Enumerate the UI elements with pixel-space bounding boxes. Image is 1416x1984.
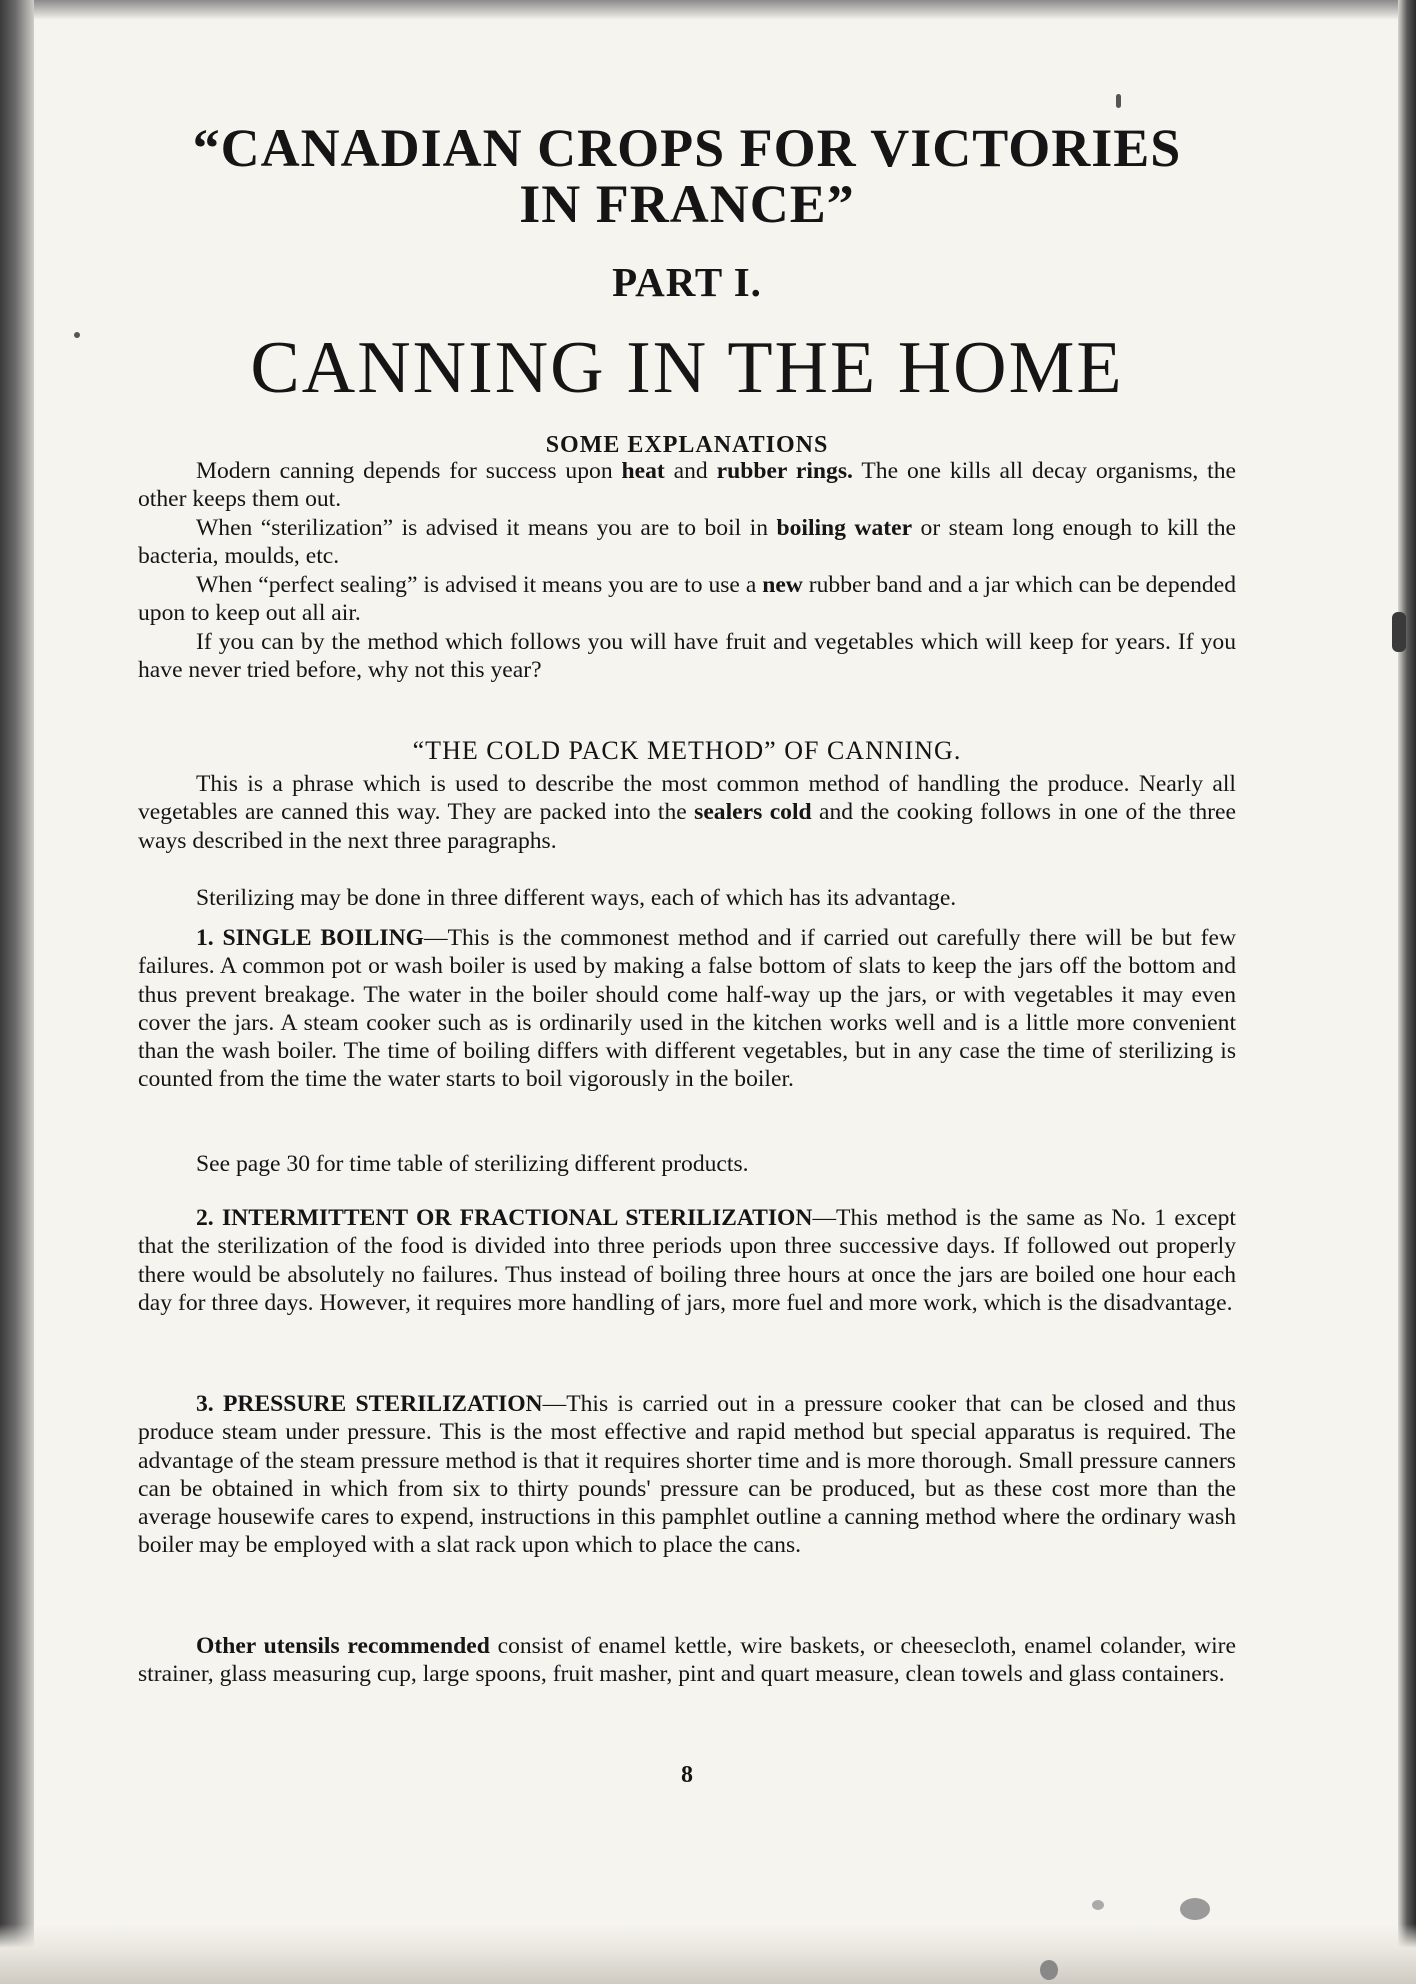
page-number: 8 bbox=[681, 1762, 693, 1788]
scan-speck bbox=[1116, 94, 1121, 108]
title-line-1: “CANADIAN CROPS FOR VICTORIES bbox=[192, 118, 1182, 178]
section-heading-cold-pack: “THE COLD PACK METHOD” OF CANNING. bbox=[412, 736, 962, 765]
paragraph-single-boiling: 1. SINGLE BOILING—This is the commonest method and if carried out carefully there will be but few failures. A common pot or wash boiler is used by making a false bottom of slats to keep the jars off the bottom and thus prevent breakage. The water in the boiler should come half-way up the jars, or with vegetables it may even cover the jars. A steam cooker such as is ordinarily used in the kitchen works well and is a little more convenient than the wash boiler. The time of boiling differs with different vegetables, but in any case the time of sterilizing is counted from the time the water starts to boil vigorously in the boiler. bbox=[138, 925, 1236, 1093]
paragraph-sterilization: When “sterilization” is advised it means you are to boil in boiling water or steam long enough to kill the bacteria, moulds, etc. bbox=[138, 515, 1236, 570]
page-edge-bottom bbox=[0, 1924, 1416, 1984]
page-edge-top bbox=[0, 0, 1416, 20]
paragraph-time-table-reference: See page 30 for time table of sterilizing different products. bbox=[196, 1151, 749, 1177]
paragraph-keep-for-years: If you can by the method which follows you will have fruit and vegetables which will keep for years. If you have never tried before, why not this year? bbox=[138, 629, 1236, 684]
scan-speck bbox=[1040, 1960, 1058, 1980]
page-edge-right bbox=[1398, 0, 1416, 1984]
scan-speck bbox=[74, 332, 80, 338]
title-line-2: IN FRANCE” bbox=[519, 174, 855, 234]
paragraph-perfect-sealing: When “perfect sealing” is advised it means you are to use a new rubber band and a jar which can be depended upon to keep out all air. bbox=[138, 572, 1236, 627]
scan-speck bbox=[1392, 612, 1406, 652]
paragraph-three-ways: Sterilizing may be done in three different ways, each of which has its advantage. bbox=[196, 885, 957, 911]
paragraph-other-utensils: Other utensils recommended consist of enamel kettle, wire baskets, or cheesecloth, enamel colander, wire strainer, glass measuring cup, large spoons, fruit masher, pint and quart measure, clean towels and glass containers. bbox=[138, 1633, 1236, 1688]
paragraph-heat-rubber: Modern canning depends for success upon heat and rubber rings. The one kills all decay organisms, the other keeps them out. bbox=[138, 458, 1236, 513]
main-title: CANNING IN THE HOME bbox=[250, 327, 1124, 409]
paragraph-cold-pack-intro: This is a phrase which is used to describe the most common method of handling the produce. Nearly all vegetables are canned this way. They are packed into the sealers cold and the cooking follows in one of the three ways described in the next three paragraphs. bbox=[138, 771, 1236, 854]
paragraph-intermittent-sterilization: 2. INTERMITTENT OR FRACTIONAL STERILIZATION—This method is the same as No. 1 except that the sterilization of the food is divided into three periods upon three successive days. If followed out properly there would be absolutely no failures. Thus instead of boiling three hours at once the jars are boiled one hour each day for three days. However, it requires more handling of jars, more fuel and more work, which is the disadvantage. bbox=[138, 1205, 1236, 1316]
document-title bbox=[138, 120, 1236, 232]
page-edge-left bbox=[0, 0, 34, 1984]
section-heading-explanations: SOME EXPLANATIONS bbox=[545, 432, 829, 458]
part-heading: PART I. bbox=[612, 259, 762, 305]
paragraph-pressure-sterilization: 3. PRESSURE STERILIZATION—This is carried out in a pressure cooker that can be closed and thus produce steam under pressure. This is the most effective and rapid method but special apparatus is required. The advantage of the steam pressure method is that it requires shorter time and is more thorough. Small pressure canners can be obtained in which from six to thirty pounds' pressure can be produced, but as these cost more than the average housewife cares to expend, instructions in this pamphlet outline a canning method where the ordinary wash boiler may be employed with a slat rack upon which to place the cans. bbox=[138, 1391, 1236, 1559]
scan-speck bbox=[1092, 1900, 1104, 1910]
scan-speck bbox=[1180, 1898, 1210, 1920]
